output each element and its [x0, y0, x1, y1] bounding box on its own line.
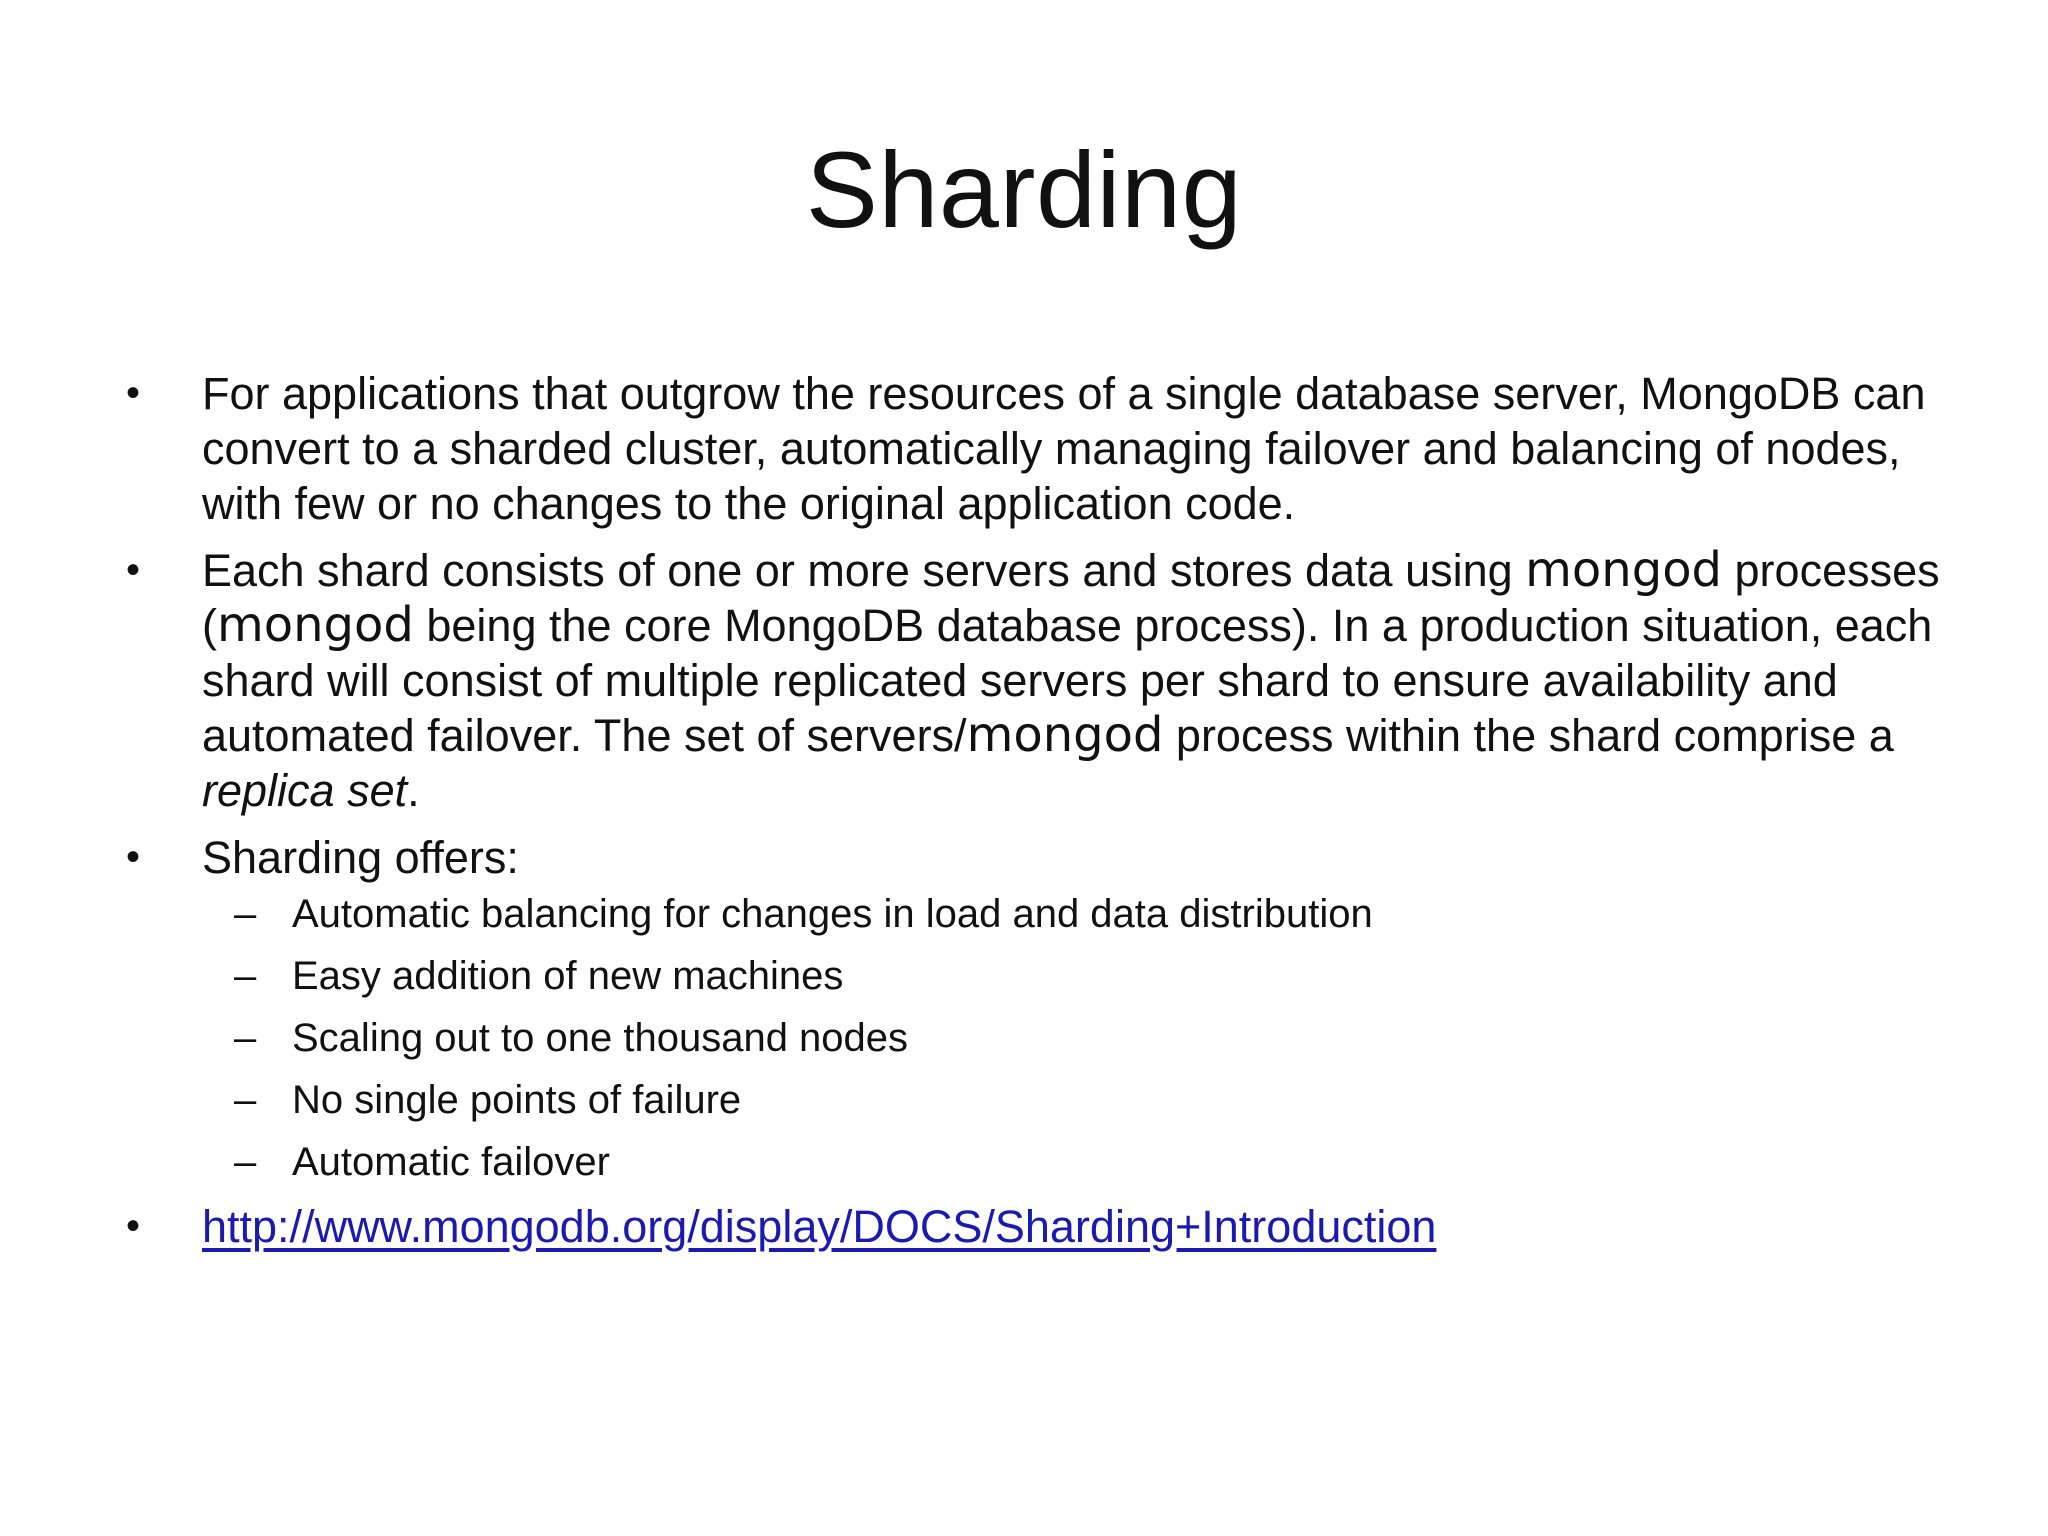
sub-item	[118, 1013, 1978, 1063]
bullet-text	[202, 543, 1978, 818]
bullet-item	[118, 366, 1978, 531]
dash-marker: –	[234, 954, 257, 998]
dash-marker: –	[234, 892, 257, 936]
slide-body	[118, 366, 1978, 1266]
dash-marker: –	[234, 1140, 257, 1184]
text-run: being the core MongoDB database process). In a production situation, each shard will consist of multiple replicated servers per shard to ensure availability and automated failover. The set of servers/	[202, 600, 1933, 761]
sub-item-text: Easy addition of new machines	[292, 954, 844, 998]
bullet-item	[118, 830, 1978, 885]
dash-marker: –	[234, 1016, 257, 1060]
text-run: Each shard consists of one or more servers and stores data using	[202, 545, 1526, 596]
sub-item-text: No single points of failure	[292, 1078, 742, 1122]
sub-item-text: Automatic failover	[292, 1140, 610, 1184]
slide-title: Sharding	[805, 129, 1243, 250]
bullet-marker: •	[126, 835, 141, 879]
code-term: mongod	[1525, 542, 1723, 598]
bullet-item	[118, 543, 1978, 818]
text-run: .	[407, 765, 420, 816]
italic-term: replica set	[202, 765, 408, 816]
sub-item	[118, 1137, 1978, 1187]
bullet-text: For applications that outgrow the resources of a single database server, MongoDB can convert to a sharded cluster, automatically managing failover and balancing of nodes, with few or no changes to the original application code.	[202, 368, 1926, 529]
sub-list	[118, 889, 1978, 1187]
bullet-marker: •	[126, 1204, 141, 1248]
bullet-marker: •	[126, 548, 141, 592]
sub-item	[118, 1075, 1978, 1125]
dash-marker: –	[234, 1078, 257, 1122]
sub-item-text: Scaling out to one thousand nodes	[292, 1016, 909, 1060]
bullet-text: Sharding offers:	[202, 832, 519, 883]
code-term: mongod	[217, 597, 414, 653]
text-run: process within the shard comprise a	[1163, 710, 1894, 761]
text-run: processes (	[202, 545, 1940, 651]
sub-item-text: Automatic balancing for changes in load and data distribution	[292, 892, 1373, 936]
bullet-text	[202, 1199, 1978, 1254]
bullet-item	[118, 1199, 1978, 1254]
sharding-docs-link[interactable]: http://www.mongodb.org/display/DOCS/Sharding+Introduction	[202, 1201, 1437, 1252]
sub-item	[118, 951, 1978, 1001]
bullet-marker: •	[126, 371, 141, 415]
sub-item	[118, 889, 1978, 939]
code-term: mongod	[966, 707, 1164, 763]
